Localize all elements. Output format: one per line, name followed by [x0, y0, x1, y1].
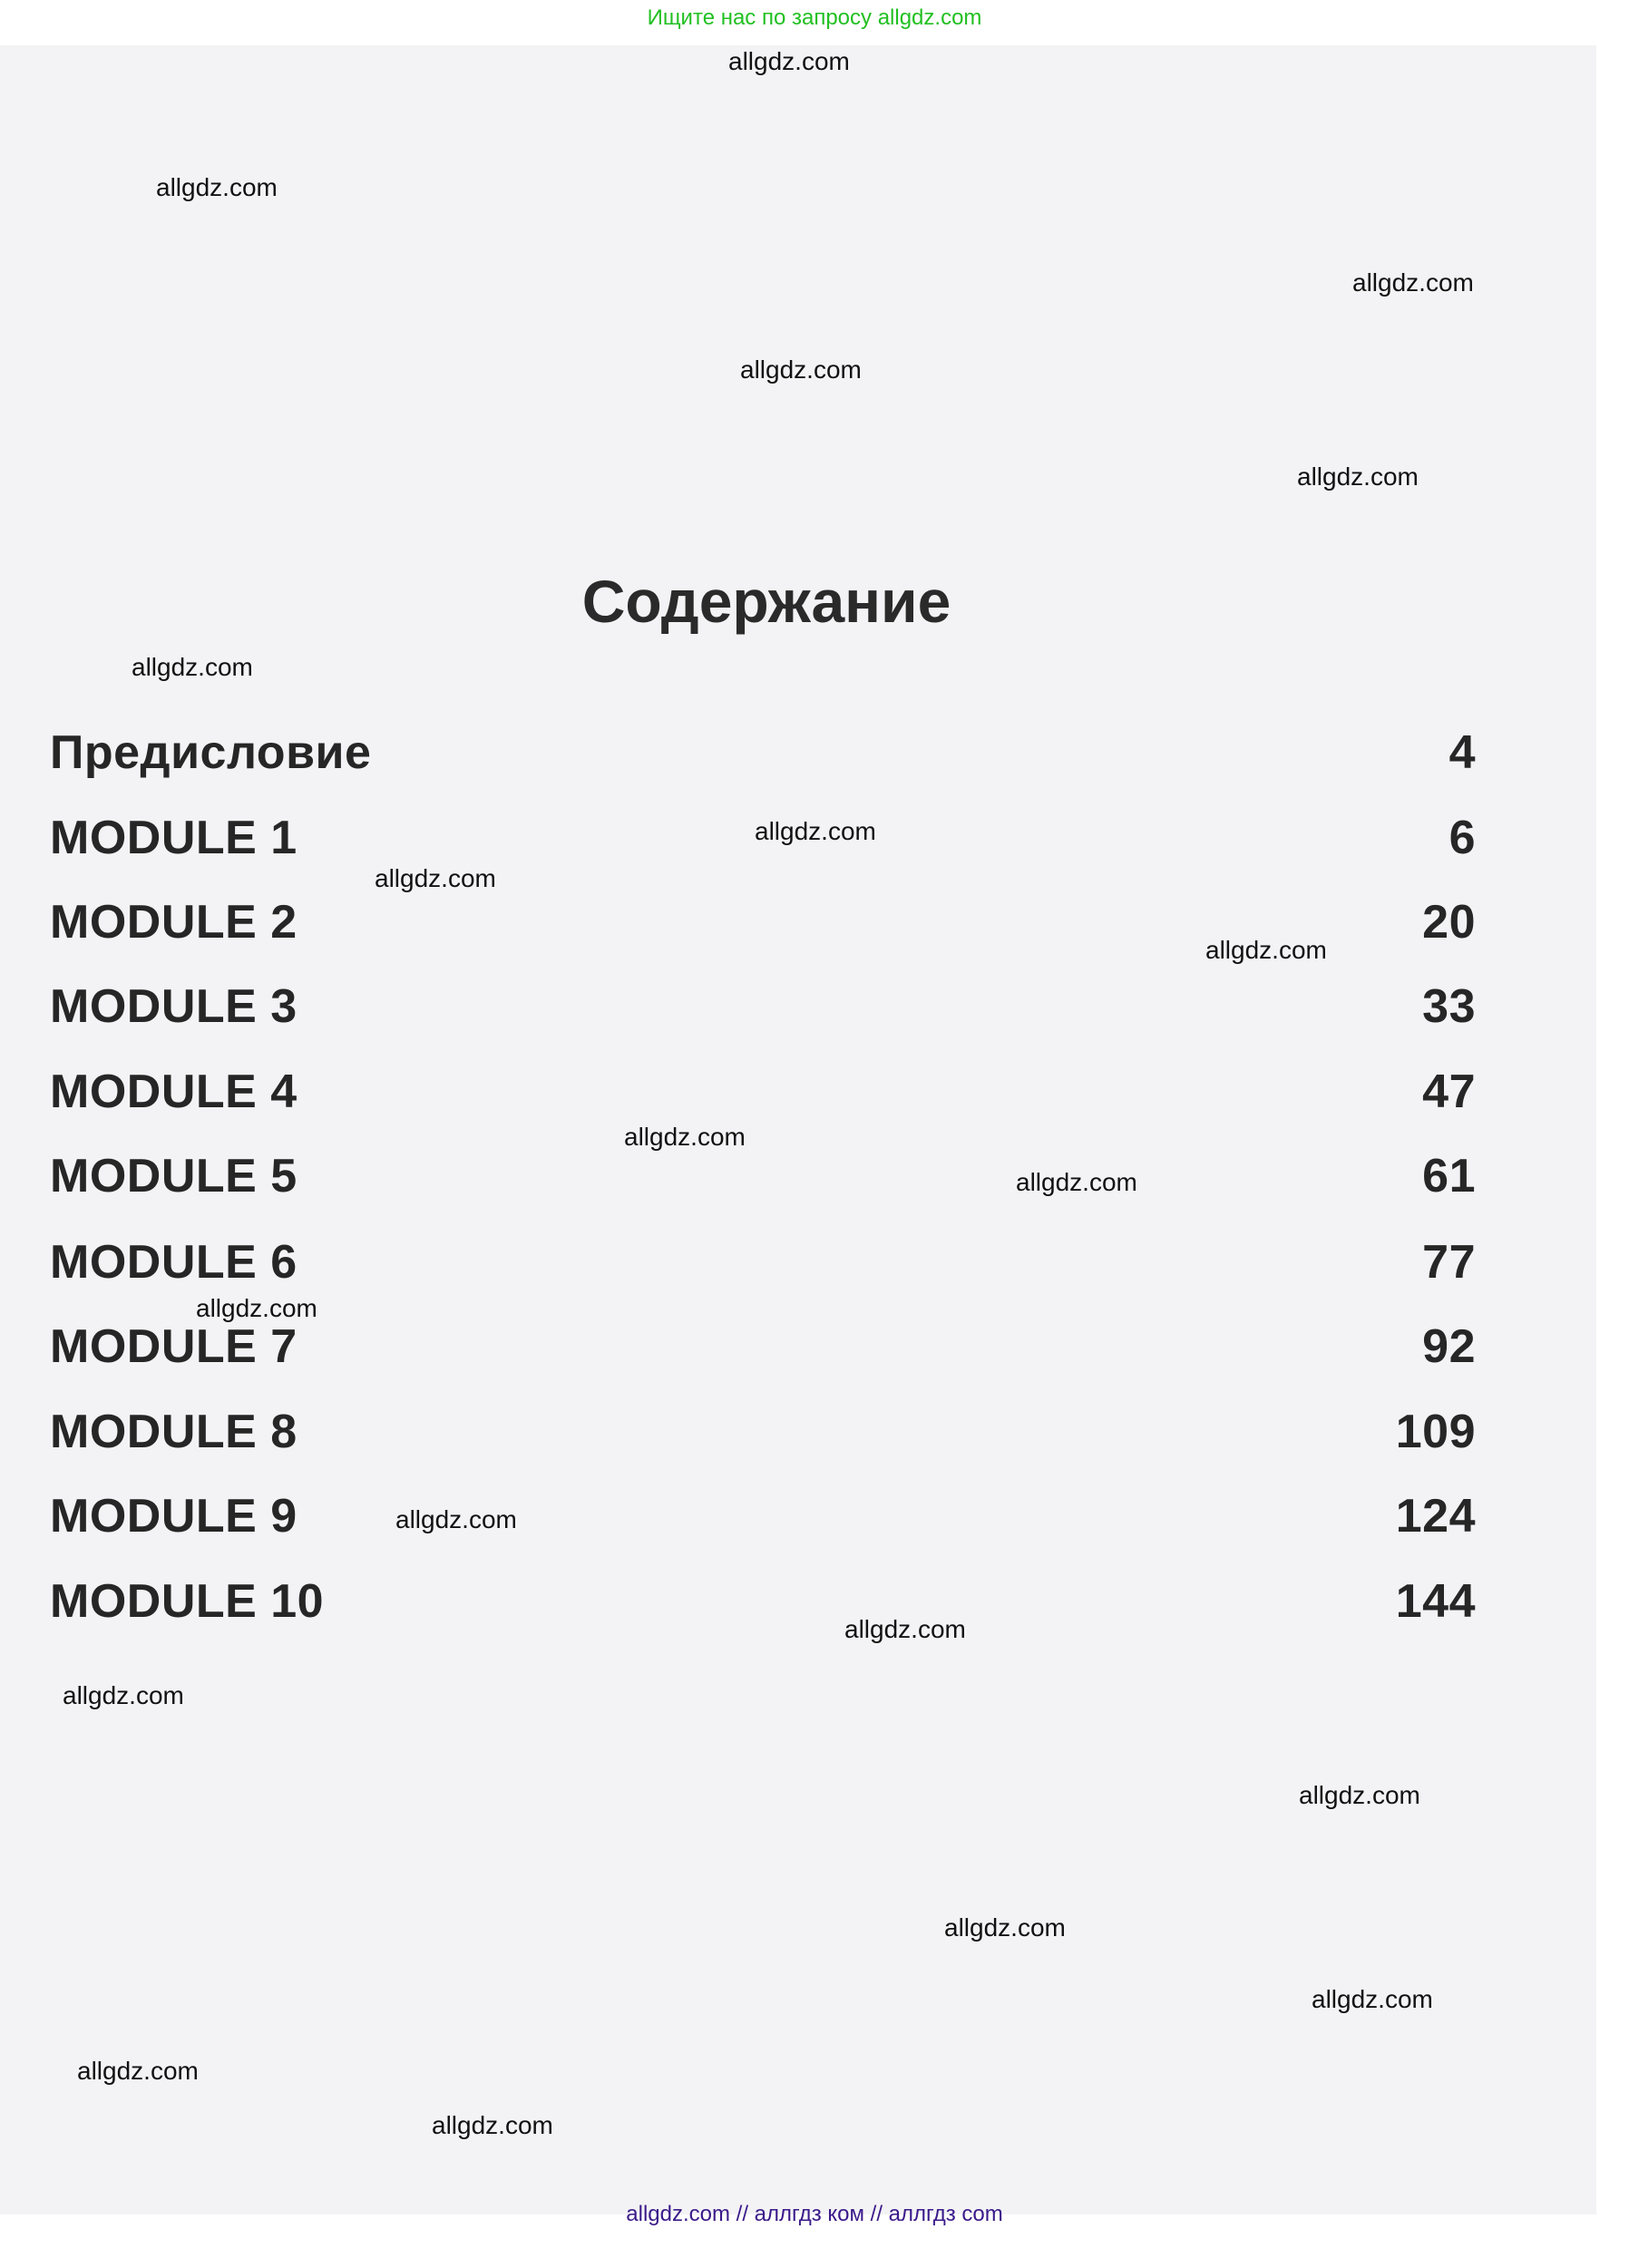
toc-page: 92: [1422, 1320, 1476, 1373]
watermark: allgdz.com: [1205, 936, 1327, 964]
toc-item: [50, 1405, 1476, 1459]
watermark: allgdz.com: [624, 1123, 746, 1151]
toc-page: 4: [1449, 726, 1476, 779]
toc-item: [50, 1065, 1476, 1119]
toc-page: 144: [1395, 1575, 1476, 1628]
toc-item: [50, 1235, 1476, 1290]
toc-page: 33: [1422, 980, 1476, 1033]
toc-item: [50, 1149, 1476, 1203]
toc-page: 124: [1395, 1490, 1476, 1543]
watermark: allgdz.com: [1352, 268, 1474, 297]
toc-title: MODULE 2: [50, 896, 298, 949]
toc-title: MODULE 5: [50, 1150, 298, 1202]
watermark: allgdz.com: [395, 1505, 517, 1533]
toc-title: MODULE 10: [50, 1575, 325, 1628]
watermark: allgdz.com: [156, 173, 278, 201]
watermark: allgdz.com: [1297, 462, 1419, 491]
toc-title: MODULE 1: [50, 812, 298, 864]
toc-item: [50, 1319, 1476, 1374]
watermark: allgdz.com: [944, 1913, 1066, 1942]
watermark: allgdz.com: [844, 1615, 966, 1643]
watermark: allgdz.com: [196, 1294, 317, 1322]
watermark: allgdz.com: [432, 2111, 553, 2139]
toc-title: MODULE 7: [50, 1320, 298, 1373]
page-title: Содержание: [581, 568, 951, 635]
toc-title: MODULE 3: [50, 980, 298, 1033]
watermark: allgdz.com: [1299, 1781, 1420, 1809]
watermark: allgdz.com: [132, 653, 253, 681]
watermark: allgdz.com: [375, 864, 496, 892]
watermark: allgdz.com: [1312, 1985, 1433, 2013]
toc-page: 61: [1422, 1150, 1476, 1202]
toc-title: MODULE 4: [50, 1066, 298, 1118]
watermark: allgdz.com: [740, 355, 862, 384]
watermark: allgdz.com: [728, 47, 850, 75]
toc-page: 77: [1422, 1236, 1476, 1289]
toc-page: 47: [1422, 1066, 1476, 1118]
toc-page: 109: [1395, 1406, 1476, 1458]
watermark: allgdz.com: [77, 2057, 199, 2085]
top-banner-link[interactable]: Ищите нас по запросу allgdz.com: [647, 5, 982, 30]
toc-item: [50, 1574, 1476, 1629]
watermark: allgdz.com: [755, 817, 876, 845]
toc-page: 20: [1422, 896, 1476, 949]
toc-item: [50, 1489, 1476, 1543]
footer-links[interactable]: allgdz.com // аллгдз ком // аллгдз com: [626, 2202, 1003, 2226]
toc-item: [50, 979, 1476, 1034]
toc-title: MODULE 9: [50, 1490, 298, 1543]
watermark: allgdz.com: [63, 1681, 184, 1709]
toc-title: Предисловие: [50, 726, 372, 779]
toc-page: 6: [1449, 812, 1476, 864]
watermark: allgdz.com: [1016, 1168, 1137, 1196]
toc-title: MODULE 8: [50, 1406, 298, 1458]
toc-item: [50, 725, 1476, 780]
toc-title: MODULE 6: [50, 1236, 298, 1289]
